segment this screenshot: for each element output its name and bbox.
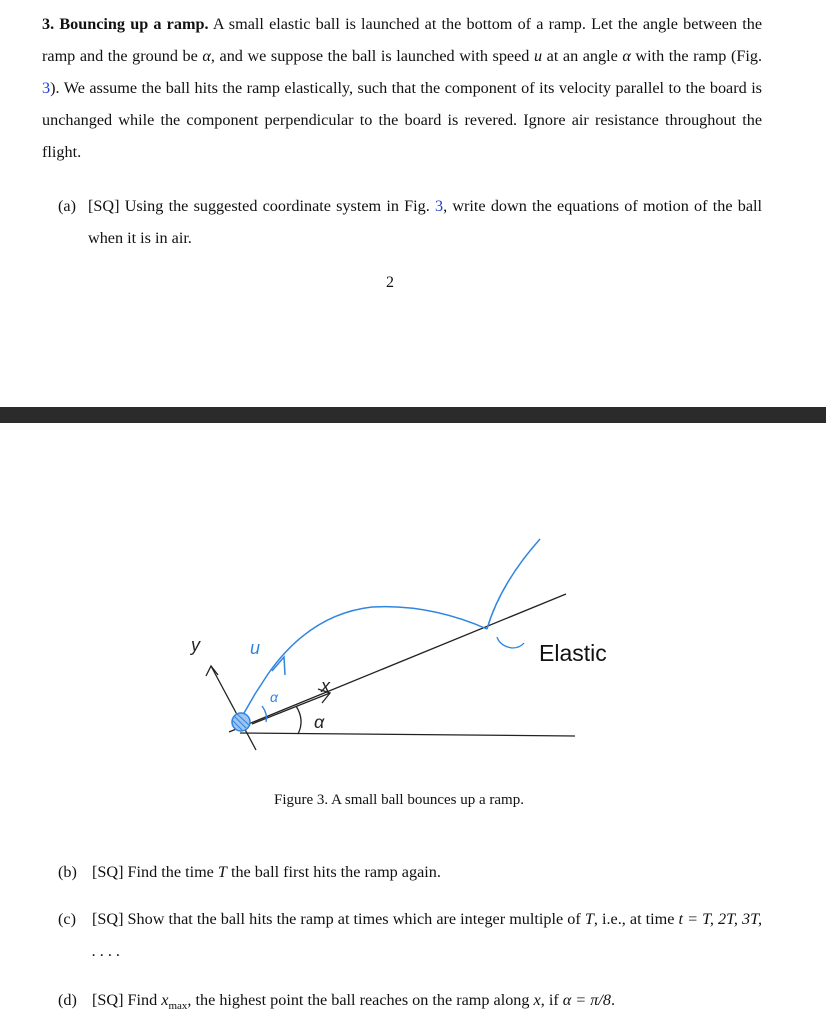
times-list: t = T, 2T, 3T, . . . . [92,910,763,960]
part-c-text-2: , i.e., at time [593,910,675,928]
part-a-label: (a) [58,197,76,215]
t-symbol: T [584,910,594,928]
part-c-text-1: [SQ] Show that the ball hits the ramp at times which are integer multiple of [92,910,585,928]
part-d-text-1: [SQ] Find [92,991,162,1009]
xmax-symbol: x [161,991,169,1009]
part-a [58,190,762,254]
xmax-subscript: max [168,1000,188,1013]
ramp-angle-arc [296,706,301,734]
part-b-text-2: the ball first hits the ramp again. [226,863,441,881]
y-axis-label: y [191,635,200,655]
alpha-condition: α = π/8 [562,991,611,1009]
x-axis-label: x [321,676,330,696]
elastic-pointer [497,637,524,648]
u-symbol: u [533,47,543,65]
page-number: 2 [386,274,394,291]
figure-reference-link[interactable]: 3 [42,79,51,97]
velocity-label: u [250,638,261,658]
page-divider [0,407,826,423]
part-d-text-2: , the highest point the ball reaches on the ramp along [187,991,534,1009]
part-b-label: (b) [58,863,77,881]
part-c [58,903,762,967]
figure-reference-link[interactable]: 3 [435,197,444,215]
ground-line [240,733,575,736]
launch-angle-label: α [270,689,278,705]
ramp-figure [0,424,826,790]
problem-text-5: ). We assume the ball hits the ramp elastically, such that the component of its velocity parallel to the board is unchanged while the component perpendicular to the board is revered. Ignore air resistance throughout the flight. [42,79,762,161]
part-b-text-1: [SQ] Find the time [92,863,218,881]
problem-text-4: with the ramp (Fig. [630,47,762,65]
elastic-label: Elastic [539,640,607,666]
problem-text-2: , and we suppose the ball is launched with speed [210,47,534,65]
part-d [58,984,762,1022]
alpha-symbol: α [202,47,211,65]
part-d-label: (d) [58,991,77,1009]
problem-heading: 3. Bouncing up a ramp. [42,15,209,33]
ramp-angle-label: α [314,712,325,732]
problem-text-1: A small elastic ball is launched at the bottom of a ramp. Let the angle between the ramp and the ground be [42,15,763,65]
figure-caption: Figure 3. A small ball bounces up a ramp. [274,792,524,808]
alpha-symbol: α [622,47,631,65]
y-axis [211,666,256,750]
problem-text-3: at an angle [542,47,623,65]
part-a-text-1: [SQ] Using the suggested coordinate system in Fig. [88,197,435,215]
part-c-label: (c) [58,910,76,928]
x-symbol: x [533,991,541,1009]
part-d-text-3: , if [540,991,563,1009]
problem-statement [42,8,762,168]
part-d-text-4: . [610,991,616,1009]
part-a-text-2: , write down the equations of motion of the ball when it is in air. [88,197,762,247]
part-b [58,856,762,888]
t-symbol: T [217,863,227,881]
